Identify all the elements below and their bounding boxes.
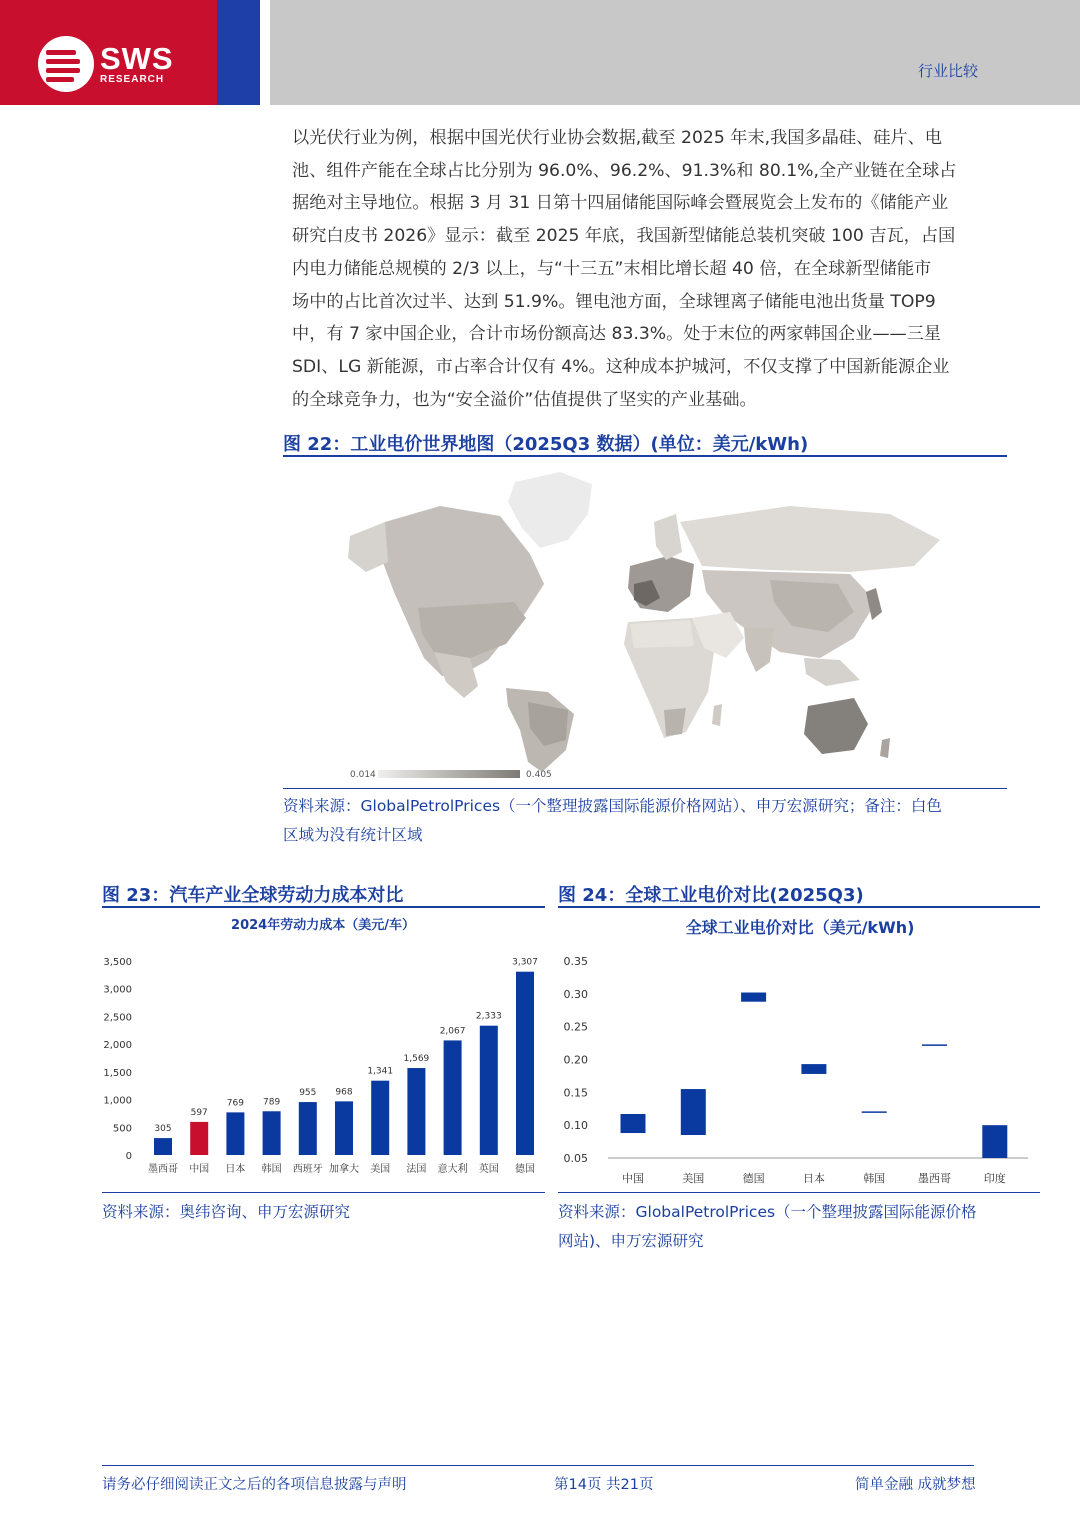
map-usa	[418, 602, 526, 658]
chart24-x-tick: 印度	[983, 1172, 1006, 1185]
map-madagascar	[712, 704, 722, 726]
chart24-bar	[621, 1114, 646, 1133]
map-legend-gradient	[378, 770, 520, 778]
map-southeast-asia	[804, 658, 860, 686]
fig22-title: 图 22：工业电价世界地图（2025Q3 数据）(单位：美元/kWh)	[283, 434, 809, 455]
chart23-bar	[263, 1111, 281, 1155]
fig23-top-rule	[102, 906, 545, 908]
electricity-price-chart	[558, 910, 1040, 1188]
map-greenland	[508, 472, 592, 548]
chart23-y-tick: 500	[112, 1123, 132, 1135]
fig22-source-line: 区域为没有统计区域	[283, 826, 423, 844]
world-map	[330, 462, 990, 782]
fig22-source	[283, 792, 1003, 850]
chart24-y-tick: 0.25	[563, 1020, 588, 1034]
chart24-x-tick: 美国	[682, 1172, 705, 1185]
map-alaska	[348, 522, 388, 572]
chart24-y-tick: 0.35	[563, 955, 588, 968]
footer-disclaimer: 请务必仔细阅读正文之后的各项信息披露与声明	[102, 1477, 407, 1493]
paragraph-line: 以光伏行业为例，根据中国光伏行业协会数据,截至 2025 年末,我国多晶硅、硅片、电	[292, 128, 942, 148]
map-russia	[680, 506, 940, 572]
fig22-bottom-rule	[283, 788, 1007, 789]
chart23-bar	[480, 1026, 498, 1155]
chart23-x-tick: 韩国	[261, 1164, 282, 1175]
chart23-bar	[154, 1138, 172, 1155]
chart23-data-label: 968	[335, 1087, 353, 1098]
fig24-source-line: 资料来源：GlobalPetrolPrices（一个整理披露国际能源价格	[558, 1203, 977, 1221]
chart23-x-tick: 意大利	[437, 1164, 468, 1175]
paragraph-line: 的全球竞争力，也为“安全溢价”估值提供了坚实的产业基础。	[292, 389, 757, 410]
footer-rule	[102, 1465, 974, 1466]
section-label: 行业比较	[917, 62, 978, 80]
chart23-x-tick: 加拿大	[329, 1164, 359, 1175]
body-paragraph	[292, 122, 982, 416]
fig24-bottom-rule	[558, 1192, 1040, 1193]
chart23-y-tick: 3,000	[103, 984, 132, 996]
paragraph-line: 内电力储能总规模的 2/3 以上，与“十三五”末相比增长超 40 倍，在全球新型储能市	[292, 258, 932, 279]
chart23-x-tick: 墨西哥	[148, 1164, 178, 1175]
sws-logo	[38, 36, 174, 92]
chart23-bar	[335, 1101, 353, 1155]
chart23-title: 2024年劳动力成本（美元/车）	[231, 918, 415, 933]
chart23-bar	[371, 1081, 389, 1155]
map-new-zealand	[880, 738, 890, 758]
chart23-y-tick: 1,000	[103, 1095, 132, 1107]
fig23-source: 资料来源：奥纬咨询、申万宏源研究	[102, 1203, 351, 1221]
header-blue-block	[217, 0, 260, 105]
chart24-y-tick: 0.15	[563, 1086, 588, 1100]
map-india	[744, 628, 774, 672]
map-legend-max: 0.405	[526, 770, 552, 780]
chart23-bar	[226, 1112, 244, 1155]
fig23-title: 图 23：汽车产业全球劳动力成本对比	[102, 885, 404, 906]
chart24-x-tick: 墨西哥	[918, 1172, 951, 1185]
chart23-y-tick: 0	[125, 1151, 132, 1162]
chart23-data-label: 789	[263, 1097, 281, 1108]
chart23-bar	[407, 1068, 425, 1155]
fig23-bottom-rule	[102, 1192, 545, 1193]
chart24-bar	[982, 1125, 1007, 1158]
chart23-data-label: 597	[190, 1107, 208, 1118]
fig24-source	[558, 1198, 1028, 1256]
chart23-data-label: 2,333	[475, 1011, 502, 1022]
fig24-top-rule	[558, 906, 1040, 908]
chart23-bar	[190, 1122, 208, 1155]
chart23-x-tick: 日本	[225, 1164, 246, 1175]
chart23-y-tick: 3,500	[103, 957, 132, 968]
chart24-x-tick: 日本	[802, 1172, 825, 1185]
paragraph-line: 据绝对主导地位。根据 3 月 31 日第十四届储能国际峰会暨展览会上发布的《储能产业	[292, 193, 949, 214]
chart24-y-tick: 0.10	[563, 1119, 588, 1133]
fig24-source-line: 网站)、申万宏源研究	[558, 1232, 704, 1250]
fig22-top-rule	[283, 455, 1007, 457]
paragraph-line: 中，有 7 家中国企业，合计市场份额高达 83.3%。处于末位的两家韩国企业——三星	[292, 324, 942, 345]
chart24-x-tick: 中国	[622, 1172, 644, 1185]
labor-cost-chart	[102, 910, 545, 1188]
chart23-x-tick: 中国	[189, 1164, 210, 1175]
chart23-y-tick: 1,500	[103, 1067, 132, 1079]
map-scandinavia	[654, 514, 682, 560]
chart23-x-tick: 法国	[406, 1164, 427, 1175]
chart23-x-tick: 德国	[515, 1164, 535, 1175]
chart23-data-label: 1,341	[367, 1066, 394, 1077]
logo-main-text: SWS	[100, 41, 174, 76]
chart24-y-tick: 0.05	[563, 1152, 588, 1165]
footer-slogan: 简单金融 成就梦想	[855, 1477, 976, 1493]
chart23-data-label: 955	[299, 1088, 317, 1099]
chart23-data-label: 1,569	[403, 1054, 430, 1065]
chart24-bar	[922, 1044, 947, 1046]
paragraph-line: 场中的占比首次过半、达到 51.9%。锂电池方面，全球锂离子储能电池出货量 TOP9	[292, 291, 936, 312]
chart23-data-label: 769	[226, 1098, 244, 1109]
paragraph-line: 池、组件产能在全球占比分别为 96.0%、96.2%、91.3%和 80.1%,全产业链在全球占	[292, 160, 957, 181]
chart23-y-tick: 2,500	[103, 1012, 132, 1024]
chart24-bar	[741, 993, 766, 1002]
chart23-x-tick: 美国	[370, 1164, 391, 1175]
footer-page-number: 第14页 共21页	[554, 1477, 654, 1493]
map-australia	[804, 698, 868, 754]
chart24-bar	[681, 1089, 706, 1135]
chart23-x-tick: 英国	[478, 1164, 499, 1175]
header-gap	[260, 0, 270, 105]
map-legend-min: 0.014	[350, 770, 376, 780]
chart24-x-tick: 韩国	[863, 1172, 886, 1185]
chart23-data-label: 3,307	[512, 957, 538, 968]
chart24-title: 全球工业电价对比（美元/kWh)	[685, 918, 915, 937]
fig22-source-line: 资料来源：GlobalPetrolPrices（一个整理披露国际能源价格网站）、申万宏源研究；备注：白色	[283, 797, 942, 815]
chart23-data-label: 2,067	[439, 1026, 466, 1037]
chart23-bar	[516, 972, 534, 1155]
logo-sub-text: RESEARCH	[100, 74, 165, 85]
paragraph-line: SDI、LG 新能源，市占率合计仅有 4%。这种成本护城河，不仅支撑了中国新能源企业	[292, 356, 950, 377]
chart24-bar	[862, 1111, 887, 1113]
chart23-bar	[444, 1040, 462, 1155]
chart23-data-label: 305	[154, 1124, 172, 1135]
chart23-x-tick: 西班牙	[292, 1164, 323, 1175]
chart23-bar	[299, 1102, 317, 1155]
chart24-x-tick: 德国	[742, 1172, 765, 1185]
chart24-y-tick: 0.30	[563, 987, 588, 1001]
chart24-y-tick: 0.20	[563, 1053, 588, 1067]
map-north-africa	[630, 620, 694, 648]
chart23-y-tick: 2,000	[103, 1040, 132, 1052]
header-gray-bar	[270, 0, 1080, 105]
fig24-title: 图 24：全球工业电价对比(2025Q3)	[558, 885, 864, 906]
sws-logo-icon	[38, 36, 94, 92]
chart24-bar	[801, 1064, 826, 1074]
paragraph-line: 研究白皮书 2026》显示：截至 2025 年底，我国新型储能总装机突破 100 吉瓦，占国	[292, 226, 956, 247]
